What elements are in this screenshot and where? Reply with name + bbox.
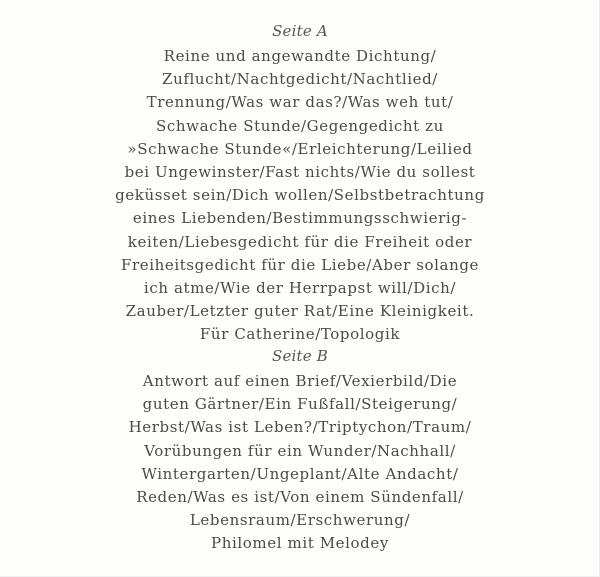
side-b-line: Philomel mit Melodey xyxy=(211,534,389,553)
side-a-line: Schwache Stunde/Gegengedicht zu xyxy=(156,116,444,135)
side-b-line: guten Gärtner/Ein Fußfall/Steigerung/ xyxy=(142,395,458,414)
side-a-line: »Schwache Stunde«/Erleichterung/Leilied xyxy=(127,139,473,158)
side-a-line: Für Catherine/Topologik xyxy=(199,325,401,344)
side-a-section xyxy=(0,21,600,347)
side-b-line: Lebensraum/Erschwerung/ xyxy=(189,511,411,530)
side-a-line: keiten/Liebesgedicht für die Freiheit oder xyxy=(127,232,473,251)
side-b-line: Vorübungen für ein Wunder/Nachhall/ xyxy=(144,441,456,460)
side-a-line: eines Liebenden/Bestimmungsschwierig- xyxy=(132,209,468,228)
side-a-line: Zauber/Letzter guter Rat/Eine Kleinigkeit. xyxy=(125,302,475,321)
side-a-line: bei Ungewinster/Fast nichts/Wie du sollest xyxy=(124,163,476,182)
side-b-line: Reden/Was es ist/Von einem Sündenfall/ xyxy=(136,488,464,507)
side-a-line: Zuflucht/Nachtgedicht/Nachtlied/ xyxy=(162,70,438,89)
side-a-line: Trennung/Was war das?/Was weh tut/ xyxy=(146,93,454,112)
side-a-line: Freiheitsgedicht für die Liebe/Aber solange xyxy=(120,255,480,274)
side-b-section xyxy=(0,346,600,556)
side-a-line: Reine und angewandte Dichtung/ xyxy=(163,47,437,65)
side-b-line: Wintergarten/Ungeplant/Alte Andacht/ xyxy=(141,464,459,483)
side-a-line: geküsset sein/Dich wollen/Selbstbetrachtung xyxy=(115,186,485,205)
side-b-line: Antwort auf einen Brief/Vexierbild/Die xyxy=(142,372,458,390)
side-a-line: ich atme/Wie der Herrpapst will/Dich/ xyxy=(143,279,457,298)
side-b-line: Herbst/Was ist Leben?/Triptychon/Traum/ xyxy=(128,418,472,437)
side-a-title: Seite A xyxy=(272,22,328,40)
side-b-title: Seite B xyxy=(271,347,329,365)
